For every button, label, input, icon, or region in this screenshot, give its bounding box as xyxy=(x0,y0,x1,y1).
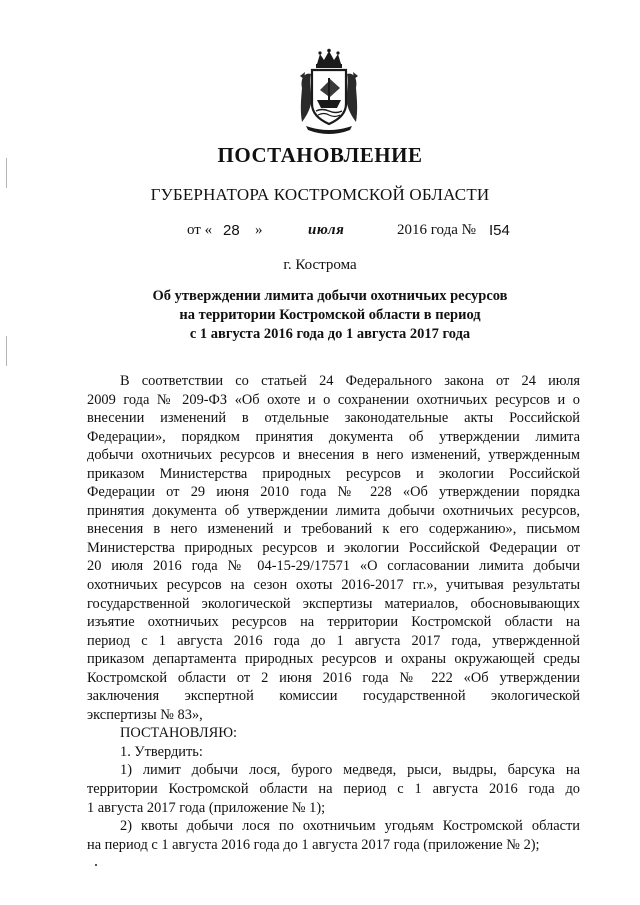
preamble-line: 20 июля 2016 года № 04-15-29/17571 «О согласовании лимита добычи xyxy=(87,558,580,575)
date-prefix: от « xyxy=(187,222,213,238)
subject-line: с 1 августа 2016 года до 1 августа 2017 года xyxy=(189,326,471,342)
date-day: 28 xyxy=(223,222,240,239)
item-1-2-line: 2) квоты добычи лося по охотничьим угодьям Костромской области xyxy=(120,818,580,835)
preamble-line: экспертизы № 83», xyxy=(87,706,203,723)
item-1-2-line: на период с 1 августа 2016 года до 1 августа 2017 года (приложение № 2); xyxy=(87,836,540,853)
preamble-line: Федерации от 29 июня 2010 года № 228 «Об утверждении порядка xyxy=(87,484,580,501)
scan-margin-mark xyxy=(6,336,7,366)
preamble-line: государственной экологической экспертизы материалов, обосновывающих xyxy=(87,595,580,612)
document-number: I54 xyxy=(489,222,510,239)
item-1-1-line: 1) лимит добычи лося, бурого медведя, рыси, выдры, барсука на xyxy=(120,762,580,779)
document-subject xyxy=(120,287,540,344)
preamble-line: 2009 года № 209-ФЗ «Об охоте и о сохранении охотничьих ресурсов и о xyxy=(87,391,580,408)
preamble-line: принятия документа об утверждении лимита добычи охотничьих ресурсов, xyxy=(87,502,580,519)
item-1-1-line: 1 августа 2017 года (приложение № 1); xyxy=(87,799,326,816)
city-line: г. Кострома xyxy=(283,257,357,273)
coat-of-arms-emblem xyxy=(296,48,362,134)
preamble-line: внесении изменений в отдельные законодательные акты Российской xyxy=(87,410,580,427)
preamble-line: Федерации», порядком принятия документа об утверждении лимита xyxy=(87,428,580,445)
preamble-line: В соответствии со статьей 24 Федерального закона от 24 июля xyxy=(120,373,580,389)
document-body xyxy=(87,372,580,854)
scan-speck xyxy=(95,864,97,866)
preamble-line: Министерства природных ресурсов и экологии Российской Федерации от xyxy=(87,539,580,556)
subject-line: Об утверждении лимита добычи охотничьих ресурсов xyxy=(152,288,508,304)
preamble-line: добычи охотничьих ресурсов и внесения в него изменений, утвержденным xyxy=(87,447,580,464)
item-1-1-line: территории Костромской области на период с 1 августа 2016 года до xyxy=(87,781,580,798)
date-year: 2016 года № xyxy=(397,222,476,238)
preamble-line: внесения в него изменений и требований к его содержанию», письмом xyxy=(87,521,580,538)
document-title: ПОСТАНОВЛЕНИЕ xyxy=(217,143,423,167)
preamble-line: заключения экспертной комиссии государственной экологической xyxy=(87,688,580,705)
date-month: июля xyxy=(308,222,345,238)
subject-line: на территории Костромской области в период xyxy=(179,307,481,323)
preamble-line: период с 1 августа 2016 года до 1 августа 2017 года, утвержденной xyxy=(87,632,580,649)
preamble-line: приказом департамента природных ресурсов и охраны окружающей среды xyxy=(87,651,580,668)
issuer-subtitle: ГУБЕРНАТОРА КОСТРОМСКОЙ ОБЛАСТИ xyxy=(150,185,490,204)
item-1: 1. Утвердить: xyxy=(120,743,203,760)
preamble-line: охотничьих ресурсов на сезон охоты 2016-2017 гг.», учитывая результаты xyxy=(87,577,580,594)
date-quote-close: » xyxy=(255,222,263,238)
preamble-line: приказом Министерства природных ресурсов и экологии Российской xyxy=(87,465,580,482)
preamble-line: Костромской области от 2 июня 2016 года № 222 «Об утверждении xyxy=(87,669,580,686)
preamble-line: изъятие охотничьих ресурсов на территории Костромской области на xyxy=(87,614,580,631)
resolve-heading: ПОСТАНОВЛЯЮ: xyxy=(120,725,238,742)
